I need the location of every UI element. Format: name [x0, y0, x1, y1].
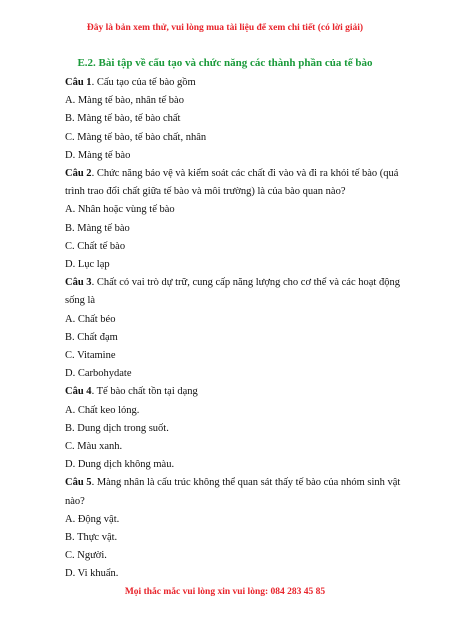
question-text: . Chức năng bảo vệ và kiểm soát các chất đi vào và đi ra khỏi tế bào (quá trình trao đổi chất giữa tế bào và môi trường) là của bào quan nào?	[65, 168, 399, 198]
answer-option: D. Màng tế bào	[65, 149, 131, 161]
question-label: Câu 1	[65, 77, 92, 88]
answer-option: D. Vi khuẩn.	[65, 568, 119, 580]
question-label: Câu 5	[65, 477, 92, 489]
answer-option: C. Màu xanh.	[65, 441, 123, 453]
answer-option: B. Chất đạm	[65, 331, 118, 343]
answer-option: A. Động vật.	[65, 513, 120, 525]
question-1	[65, 74, 405, 92]
preview-notice: Đây là bản xem thử, vui lòng mua tài liệu để xem chi tiết (có lời giải)	[86, 23, 364, 33]
answer-option: B. Dung dịch trong suốt.	[65, 422, 169, 434]
question-text: . Tế bào chất tồn tại dạng	[91, 386, 198, 398]
answer-option: C. Vitamine	[65, 350, 116, 362]
answer-option: B. Màng tế bào, tế bào chất	[65, 113, 181, 125]
answer-option: D. Carbohydate	[65, 368, 132, 380]
answer-option: B. Thực vật.	[65, 532, 118, 544]
answer-option: A. Màng tế bào, nhân tế bào	[65, 95, 184, 107]
question-text: . Chất có vai trò dự trữ, cung cấp năng lượng cho cơ thể và các hoạt động sống là	[65, 277, 400, 307]
answer-option: A. Chất béo	[65, 313, 116, 325]
answer-option: C. Chất tế bào	[65, 240, 126, 252]
answer-option: C. Màng tế bào, tế bào chất, nhân	[65, 131, 207, 143]
question-list	[65, 74, 405, 584]
answer-option: D. Dung dịch không màu.	[65, 459, 175, 471]
answer-option: D. Lục lạp	[65, 259, 110, 271]
answer-option: B. Màng tế bào	[65, 222, 130, 234]
section-title: E.2. Bài tập về cấu tạo và chức năng các thành phần của tế bào	[77, 57, 373, 69]
question-text: . Màng nhân là cấu trúc không thể quan sát thấy tế bào của nhóm sinh vật nào?	[65, 477, 401, 507]
question-label: Câu 2	[65, 168, 92, 180]
question-text: . Cấu tạo của tế bào gồm	[91, 77, 196, 88]
contact-notice: Mọi thắc mắc vui lòng xin vui lòng: 084 283 45 85	[124, 587, 326, 597]
question-2	[65, 165, 405, 201]
answer-option: A. Chất keo lỏng.	[65, 404, 140, 416]
answer-option: A. Nhân hoặc vùng tế bào	[65, 204, 175, 216]
answer-option: C. Người.	[65, 550, 107, 562]
question-label: Câu 3	[65, 277, 92, 289]
question-3	[65, 274, 405, 310]
question-5	[65, 474, 405, 510]
question-label: Câu 4	[65, 386, 92, 398]
question-4	[65, 383, 405, 401]
